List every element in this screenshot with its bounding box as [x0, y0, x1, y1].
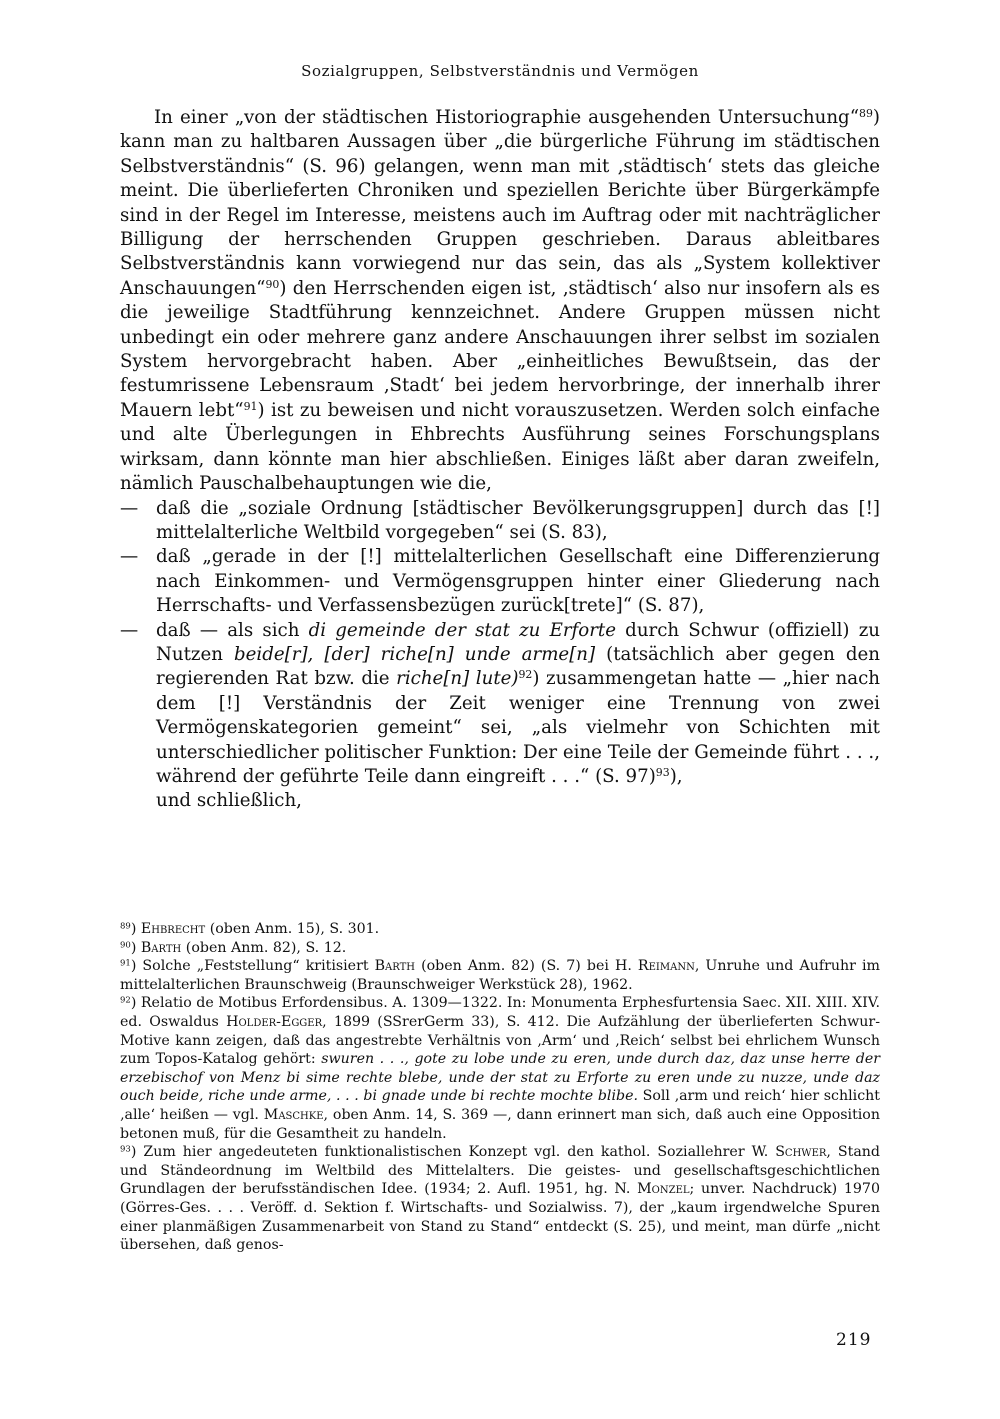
footnote-text: ) Relatio de Motibus Erfordensibus. A. 1309—1322. In: Monumenta Erphesfurtensia Saec. XII. XIII. XIV. ed. Oswaldus [120, 995, 880, 1030]
footnote-text: ; unver. Nachdruck) 1970 (Görres-Ges. . . . Veröff. d. Sektion f. Wirtschafts- und Sozialwiss. 7), der „kaum irgendwelche Spuren einer planmäßigen Zusammenarbeit von Stand zu Stand“ entdeckt (S. 25), und meint, man dürfe „nicht übersehen, daß genos- [120, 1181, 880, 1254]
author-name: Maschke [263, 1106, 324, 1123]
footnote-text: , Unruhe und Aufruhr im mittelalterlichen Braunschweig (Braunschweiger Werkstück 28), 1962. [120, 958, 880, 993]
list-item-text: daß „gerade in der [!] mittelalterlichen Gesellschaft eine Differenzierung nach Einkommen- und Vermögensgruppen hinter einer Gliederung nach Herrschafts- und Verfassensbezügen zurück[trete]“ (S. 87), [156, 546, 880, 617]
quotation-italic: di gemeinde der stat zu Erforte [308, 619, 616, 641]
quotation-italic: beide[r], [der] riche[n] unde arme[n] [234, 643, 596, 665]
list-item-text: daß die „soziale Ordnung [städtischer Bevölkerungsgruppen] durch das [!] mittelalterliche Weltbild vorgegeben“ sei (S. 83), [156, 497, 880, 543]
footnote-91 [120, 957, 880, 994]
footnote-text: , 1899 (SSrerGerm 33), S. 412. Die Aufzählung der überlieferten Schwur-Motive kann zeigen, daß das angestrebte Verhältnis von ‚Arm‘ und ‚Reich‘ selbst bei ehrlichem Wunsch zum Topos-Katalog gehört: [120, 1013, 880, 1068]
body-text: ) kann man zu haltbaren Aussagen über „die bürgerliche Führung im städtischen Selbstverständnis“ (S. 96) gelangen, wenn man mit ‚städtisch‘ stets das gleiche meint. Die überlieferten Chroniken und speziellen Berichte über Bürgerkämpfe sind in der Regel im Interesse, meistens auch im Auftrag oder mit nachträglicher Billigung der herrschenden Gruppen geschrieben. Daraus ableitbares Selbstverständnis kann vorwiegend nur das sein, das als „System kollektiver Anschauungen“ [120, 107, 880, 299]
footnote-ref-92: 92 [518, 668, 533, 682]
list-item-text: daß — als sich [156, 619, 309, 641]
footnote-text: ) [130, 921, 141, 937]
footnote-mark: 89 [120, 921, 131, 932]
page-content [120, 62, 880, 814]
footnote-text: ) [130, 939, 141, 956]
quotation-italic: swuren . . ., gote zu lobe unde zu eren, unde durch daz, daz unse herre der erzebischof von Menz bi sime rechte blebe, unde der stat zu Erforte zu eren unde zu nuzze, unde daz ouch beide, riche unde arme, . . . bi gnade unde bi rechte mochte blibe. [120, 1051, 880, 1105]
author-name: Barth [374, 958, 416, 975]
footnote-mark: 90 [120, 939, 131, 950]
footnote-ref-89: 89 [859, 107, 873, 120]
body-text: ) den Herrschenden eigen ist, ‚städtisch‘ also nur insofern als es die jeweilige Stadtführung kennzeichnet. Andere Gruppen müssen nicht unbedingt ein oder mehrere ganz andere Anschauungen ihrer selbst im sozialen System hervorgebracht haben. Aber „einheitliches Bewußtsein, das der festumrissene Lebensraum ‚Stadt‘ bei jedem hervorbringe, der innerhalb ihrer Mauern lebt“ [120, 277, 880, 421]
footnote-ref-90: 90 [265, 277, 280, 291]
footnote-mark: 92 [120, 995, 131, 1006]
footnote-text: (oben Anm. 15), S. 301. [205, 921, 380, 937]
footnote-text: (oben Anm. 82), S. 12. [181, 939, 347, 956]
footnote-mark: 91 [120, 958, 131, 969]
dash-marker: — [120, 497, 139, 519]
footnote-93 [120, 1143, 880, 1255]
footnote-89 [120, 920, 880, 939]
footnote-text: Soll ‚arm und reich‘ hier schlicht ‚alle‘ heißen — vgl. [120, 1088, 880, 1123]
footnote-text: ) Zum hier angedeuteten funktionalistischen Konzept vgl. den kathol. Soziallehrer W. [130, 1144, 776, 1161]
author-name: Holder-Egger [226, 1013, 323, 1030]
closing-line: und schließlich, [156, 790, 302, 812]
footnote-ref-91: 91 [243, 399, 258, 413]
footnote-text: , Stand und Ständeordnung im Weltbild des Mittelalters. Die geistes- und gesellschaftsgeschichtlichen Grundlagen der berufsständischen Idee. (1934; 2. Aufl. 1951, hg. N. [120, 1144, 880, 1198]
list-item-text: (tatsächlich aber gegen den regierenden Rat bzw. die [156, 643, 880, 690]
body-paragraph [120, 106, 880, 497]
body-text: ) ist zu beweisen und nicht vorauszusetzen. Werden solch einfache und alte Überlegungen in Ehbrechts Ausführung seines Forschungsplans wirksam, dann könnte man hier abschließen. Einiges läßt aber daran zweifeln, nämlich Pauschalbehauptungen wie die, [120, 399, 880, 495]
author-name: Ehbrecht [140, 921, 206, 937]
body-text: In einer „von der städtischen Historiographie ausgehenden Untersuchung“ [154, 107, 859, 128]
dash-marker: — [120, 546, 139, 568]
author-name: Barth [140, 939, 182, 956]
dash-marker: — [120, 619, 139, 641]
list-item [120, 619, 880, 790]
footnote-92 [120, 994, 880, 1143]
author-name: Monzel [637, 1181, 690, 1198]
list-item [120, 545, 880, 618]
list-item-text: ) zusammengetan hatte — „hier nach dem [!] Verständnis der Zeit weniger eine Trennung von zwei Vermögenskategorien gemeint“ sei, „als vielmehr von Schichten mit unterschiedlicher politischer Funktion: Der eine Teile der Gemeinde führt . . ., während der geführte Teile dann eingreift . . .“ (S. 97) [156, 668, 880, 787]
list-item-text: ), [669, 765, 683, 787]
page-number: 219 [836, 1330, 872, 1350]
footnote-ref-93: 93 [655, 765, 670, 779]
footnote-text: ) Solche „Feststellung“ kritisiert [130, 958, 375, 975]
footnote-text: , oben Anm. 14, S. 369 —, dann erinnert man sich, daß auch eine Opposition betonen muß, für die Gesamtheit zu handeln. [120, 1106, 880, 1142]
footnote-text: (oben Anm. 82) (S. 7) bei H. [415, 958, 638, 975]
footnote-mark: 93 [120, 1144, 131, 1155]
author-name: Schwer [775, 1144, 827, 1161]
footnotes [120, 920, 880, 1255]
quotation-italic: riche[n] lute) [396, 668, 519, 690]
list-item [120, 497, 880, 546]
footnote-90 [120, 939, 880, 958]
running-head: Sozialgruppen, Selbstverständnis und Vermögen [301, 62, 699, 80]
list-item-text: durch Schwur (offiziell) zu Nutzen [156, 619, 880, 665]
dash-list [120, 497, 880, 790]
author-name: Reimann [637, 958, 695, 975]
